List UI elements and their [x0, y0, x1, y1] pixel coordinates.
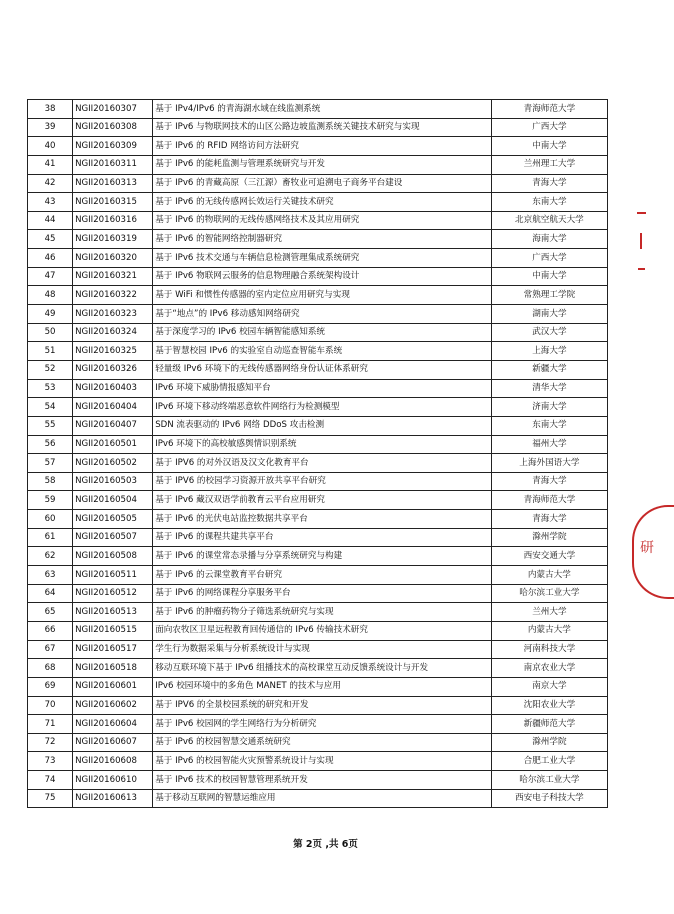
table-row: [28, 174, 608, 193]
row-number: 39: [28, 118, 73, 137]
university-name: 西安交通大学: [491, 547, 607, 566]
row-number: 41: [28, 155, 73, 174]
table-row: [28, 771, 608, 790]
university-name: 上海大学: [491, 342, 607, 361]
project-id: NGII20160502: [73, 454, 153, 473]
row-number: 74: [28, 771, 73, 790]
project-title: 基于 IPv4/IPv6 的青海湖水域在线监测系统: [153, 100, 492, 119]
university-name: 东南大学: [491, 416, 607, 435]
row-number: 60: [28, 510, 73, 529]
project-title: 基于 IPv6 校园网的学生网络行为分析研究: [153, 715, 492, 734]
project-title: 基于 IPv6 的网络课程分享服务平台: [153, 584, 492, 603]
project-id: NGII20160311: [73, 155, 153, 174]
university-name: 滁州学院: [491, 528, 607, 547]
project-id: NGII20160322: [73, 286, 153, 305]
table-row: [28, 659, 608, 678]
row-number: 66: [28, 621, 73, 640]
university-name: 武汉大学: [491, 323, 607, 342]
project-id: NGII20160404: [73, 398, 153, 417]
row-number: 43: [28, 193, 73, 212]
row-number: 72: [28, 733, 73, 752]
project-id: NGII20160504: [73, 491, 153, 510]
row-number: 58: [28, 472, 73, 491]
university-name: 广西大学: [491, 118, 607, 137]
university-name: 西安电子科技大学: [491, 789, 607, 808]
project-id: NGII20160607: [73, 733, 153, 752]
table-row: [28, 510, 608, 529]
table-row: [28, 547, 608, 566]
university-name: 滁州学院: [491, 733, 607, 752]
project-title: 基于 IPv6 的物联网的无线传感网络技术及其应用研究: [153, 211, 492, 230]
university-name: 常熟理工学院: [491, 286, 607, 305]
row-number: 50: [28, 323, 73, 342]
table-row: [28, 100, 608, 119]
project-id: NGII20160323: [73, 305, 153, 324]
university-name: 中南大学: [491, 267, 607, 286]
row-number: 45: [28, 230, 73, 249]
seal-text: 研: [640, 540, 654, 556]
row-number: 47: [28, 267, 73, 286]
project-id: NGII20160403: [73, 379, 153, 398]
table-row: [28, 789, 608, 808]
university-name: 青海大学: [491, 174, 607, 193]
row-number: 61: [28, 528, 73, 547]
table-row: [28, 342, 608, 361]
university-name: 青海大学: [491, 472, 607, 491]
project-title: 基于 IPv6 的校园智慧交通系统研究: [153, 733, 492, 752]
project-id: NGII20160613: [73, 789, 153, 808]
project-title: 基于 IPv6 的课堂常态录播与分享系统研究与构建: [153, 547, 492, 566]
university-name: 南京农业大学: [491, 659, 607, 678]
project-id: NGII20160316: [73, 211, 153, 230]
row-number: 62: [28, 547, 73, 566]
university-name: 新疆师范大学: [491, 715, 607, 734]
table-row: [28, 416, 608, 435]
row-number: 67: [28, 640, 73, 659]
red-seal-stamp: [632, 505, 674, 599]
project-id: NGII20160515: [73, 621, 153, 640]
project-id: NGII20160407: [73, 416, 153, 435]
table-row: [28, 603, 608, 622]
project-id: NGII20160511: [73, 566, 153, 585]
project-id: NGII20160307: [73, 100, 153, 119]
university-name: 兰州大学: [491, 603, 607, 622]
university-name: 济南大学: [491, 398, 607, 417]
project-id: NGII20160320: [73, 249, 153, 268]
project-id: NGII20160309: [73, 137, 153, 156]
project-id: NGII20160518: [73, 659, 153, 678]
project-id: NGII20160326: [73, 360, 153, 379]
row-number: 57: [28, 454, 73, 473]
university-name: 新疆大学: [491, 360, 607, 379]
project-table: [27, 99, 608, 808]
university-name: 海南大学: [491, 230, 607, 249]
row-number: 63: [28, 566, 73, 585]
university-name: 东南大学: [491, 193, 607, 212]
project-title: 基于 IPv6 的校园智能火灾预警系统设计与实现: [153, 752, 492, 771]
row-number: 51: [28, 342, 73, 361]
table-row: [28, 249, 608, 268]
project-table-body: [28, 100, 608, 808]
row-number: 73: [28, 752, 73, 771]
table-row: [28, 398, 608, 417]
row-number: 75: [28, 789, 73, 808]
row-number: 69: [28, 677, 73, 696]
university-name: 福州大学: [491, 435, 607, 454]
university-name: 河南科技大学: [491, 640, 607, 659]
university-name: 湖南大学: [491, 305, 607, 324]
university-name: 中南大学: [491, 137, 607, 156]
row-number: 59: [28, 491, 73, 510]
project-title: 基于 IPv6 的光伏电站监控数据共享平台: [153, 510, 492, 529]
project-title: 基于 IPv6 的青藏高原（三江源）畜牧业可追溯电子商务平台建设: [153, 174, 492, 193]
row-number: 54: [28, 398, 73, 417]
university-name: 青海大学: [491, 510, 607, 529]
project-id: NGII20160608: [73, 752, 153, 771]
project-id: NGII20160508: [73, 547, 153, 566]
project-id: NGII20160505: [73, 510, 153, 529]
table-row: [28, 677, 608, 696]
table-row: [28, 566, 608, 585]
table-row: [28, 286, 608, 305]
university-name: 内蒙古大学: [491, 621, 607, 640]
table-row: [28, 454, 608, 473]
project-id: NGII20160512: [73, 584, 153, 603]
project-title: 学生行为数据采集与分析系统设计与实现: [153, 640, 492, 659]
project-title: 基于移动互联网的智慧运维应用: [153, 789, 492, 808]
project-id: NGII20160604: [73, 715, 153, 734]
row-number: 56: [28, 435, 73, 454]
row-number: 65: [28, 603, 73, 622]
row-number: 49: [28, 305, 73, 324]
university-name: 合肥工业大学: [491, 752, 607, 771]
project-title: IPv6 校园环境中的多角色 MANET 的技术与应用: [153, 677, 492, 696]
project-id: NGII20160313: [73, 174, 153, 193]
row-number: 48: [28, 286, 73, 305]
university-name: 广西大学: [491, 249, 607, 268]
project-title: IPv6 环境下移动终端恶意软件网络行为检测模型: [153, 398, 492, 417]
stamp-fragment-low: [638, 268, 645, 270]
project-id: NGII20160602: [73, 696, 153, 715]
university-name: 南京大学: [491, 677, 607, 696]
project-id: NGII20160507: [73, 528, 153, 547]
row-number: 70: [28, 696, 73, 715]
table-row: [28, 528, 608, 547]
project-title: 基于 IPV6 的对外汉语及汉文化教育平台: [153, 454, 492, 473]
project-title: IPv6 环境下威胁情报感知平台: [153, 379, 492, 398]
table-row: [28, 752, 608, 771]
stamp-fragment-mid: [640, 233, 642, 249]
row-number: 68: [28, 659, 73, 678]
project-title: 基于 IPv6 技术的校园智慧管理系统开发: [153, 771, 492, 790]
table-row: [28, 584, 608, 603]
project-id: NGII20160319: [73, 230, 153, 249]
table-row: [28, 733, 608, 752]
project-title: 基于深度学习的 IPv6 校园车辆智能感知系统: [153, 323, 492, 342]
project-id: NGII20160321: [73, 267, 153, 286]
university-name: 兰州理工大学: [491, 155, 607, 174]
project-id: NGII20160503: [73, 472, 153, 491]
table-row: [28, 323, 608, 342]
table-row: [28, 435, 608, 454]
project-title: 基于 IPv6 与物联网技术的山区公路边坡监测系统关键技术研究与实现: [153, 118, 492, 137]
project-title: 基于 IPv6 物联网云服务的信息物理融合系统架构设计: [153, 267, 492, 286]
row-number: 46: [28, 249, 73, 268]
project-id: NGII20160308: [73, 118, 153, 137]
university-name: 哈尔滨工业大学: [491, 771, 607, 790]
project-title: 基于 IPV6 的校园学习资源开放共享平台研究: [153, 472, 492, 491]
project-title: 基于 IPv6 技术交通与车辆信息检测管理集成系统研究: [153, 249, 492, 268]
project-title: 轻量级 IPv6 环境下的无线传感器网络身份认证体系研究: [153, 360, 492, 379]
project-id: NGII20160513: [73, 603, 153, 622]
table-row: [28, 267, 608, 286]
table-row: [28, 379, 608, 398]
row-number: 44: [28, 211, 73, 230]
university-name: 清华大学: [491, 379, 607, 398]
university-name: 哈尔滨工业大学: [491, 584, 607, 603]
project-title: 基于 IPv6 的能耗监测与管理系统研究与开发: [153, 155, 492, 174]
project-id: NGII20160517: [73, 640, 153, 659]
row-number: 42: [28, 174, 73, 193]
row-number: 64: [28, 584, 73, 603]
row-number: 53: [28, 379, 73, 398]
project-title: 移动互联环境下基于 IPv6 组播技术的高校课堂互动反馈系统设计与开发: [153, 659, 492, 678]
table-row: [28, 211, 608, 230]
row-number: 40: [28, 137, 73, 156]
project-title: 基于 IPV6 的全景校园系统的研究和开发: [153, 696, 492, 715]
table-row: [28, 155, 608, 174]
table-row: [28, 360, 608, 379]
table-row: [28, 137, 608, 156]
project-id: NGII20160324: [73, 323, 153, 342]
project-id: NGII20160610: [73, 771, 153, 790]
project-title: 基于 IPv6 的 RFID 网络访问方法研究: [153, 137, 492, 156]
university-name: 沈阳农业大学: [491, 696, 607, 715]
row-number: 71: [28, 715, 73, 734]
project-id: NGII20160315: [73, 193, 153, 212]
project-title: SDN 流表驱动的 IPv6 网络 DDoS 攻击检测: [153, 416, 492, 435]
stamp-fragment-top: [637, 212, 646, 214]
row-number: 38: [28, 100, 73, 119]
project-title: 基于“地点”的 IPv6 移动感知网络研究: [153, 305, 492, 324]
table-row: [28, 621, 608, 640]
table-row: [28, 640, 608, 659]
table-row: [28, 230, 608, 249]
university-name: 青海师范大学: [491, 100, 607, 119]
project-title: 基于智慧校园 IPv6 的实验室自动巡查智能车系统: [153, 342, 492, 361]
table-row: [28, 715, 608, 734]
project-title: 基于 IPv6 的无线传感网长效运行关键技术研究: [153, 193, 492, 212]
table-row: [28, 696, 608, 715]
project-title: 面向农牧区卫星远程教育回传通信的 IPv6 传输技术研究: [153, 621, 492, 640]
project-title: 基于 IPv6 的肿瘤药物分子筛选系统研究与实现: [153, 603, 492, 622]
project-id: NGII20160325: [73, 342, 153, 361]
table-row: [28, 193, 608, 212]
table-row: [28, 118, 608, 137]
university-name: 上海外国语大学: [491, 454, 607, 473]
project-id: NGII20160601: [73, 677, 153, 696]
university-name: 内蒙古大学: [491, 566, 607, 585]
project-title: 基于 IPv6 的课程共建共享平台: [153, 528, 492, 547]
project-title: 基于 WiFi 和惯性传感器的室内定位应用研究与实现: [153, 286, 492, 305]
university-name: 北京航空航天大学: [491, 211, 607, 230]
row-number: 55: [28, 416, 73, 435]
project-title: 基于 IPv6 的智能网络控制器研究: [153, 230, 492, 249]
project-id: NGII20160501: [73, 435, 153, 454]
project-title: 基于 IPv6 的云课堂教育平台研究: [153, 566, 492, 585]
table-row: [28, 305, 608, 324]
university-name: 青海师范大学: [491, 491, 607, 510]
project-title: IPv6 环境下的高校敏感舆情识别系统: [153, 435, 492, 454]
table-row: [28, 472, 608, 491]
row-number: 52: [28, 360, 73, 379]
page-number: 第 2页 ,共 6页: [293, 839, 358, 850]
project-title: 基于 IPv6 藏汉双语学前教育云平台应用研究: [153, 491, 492, 510]
table-row: [28, 491, 608, 510]
